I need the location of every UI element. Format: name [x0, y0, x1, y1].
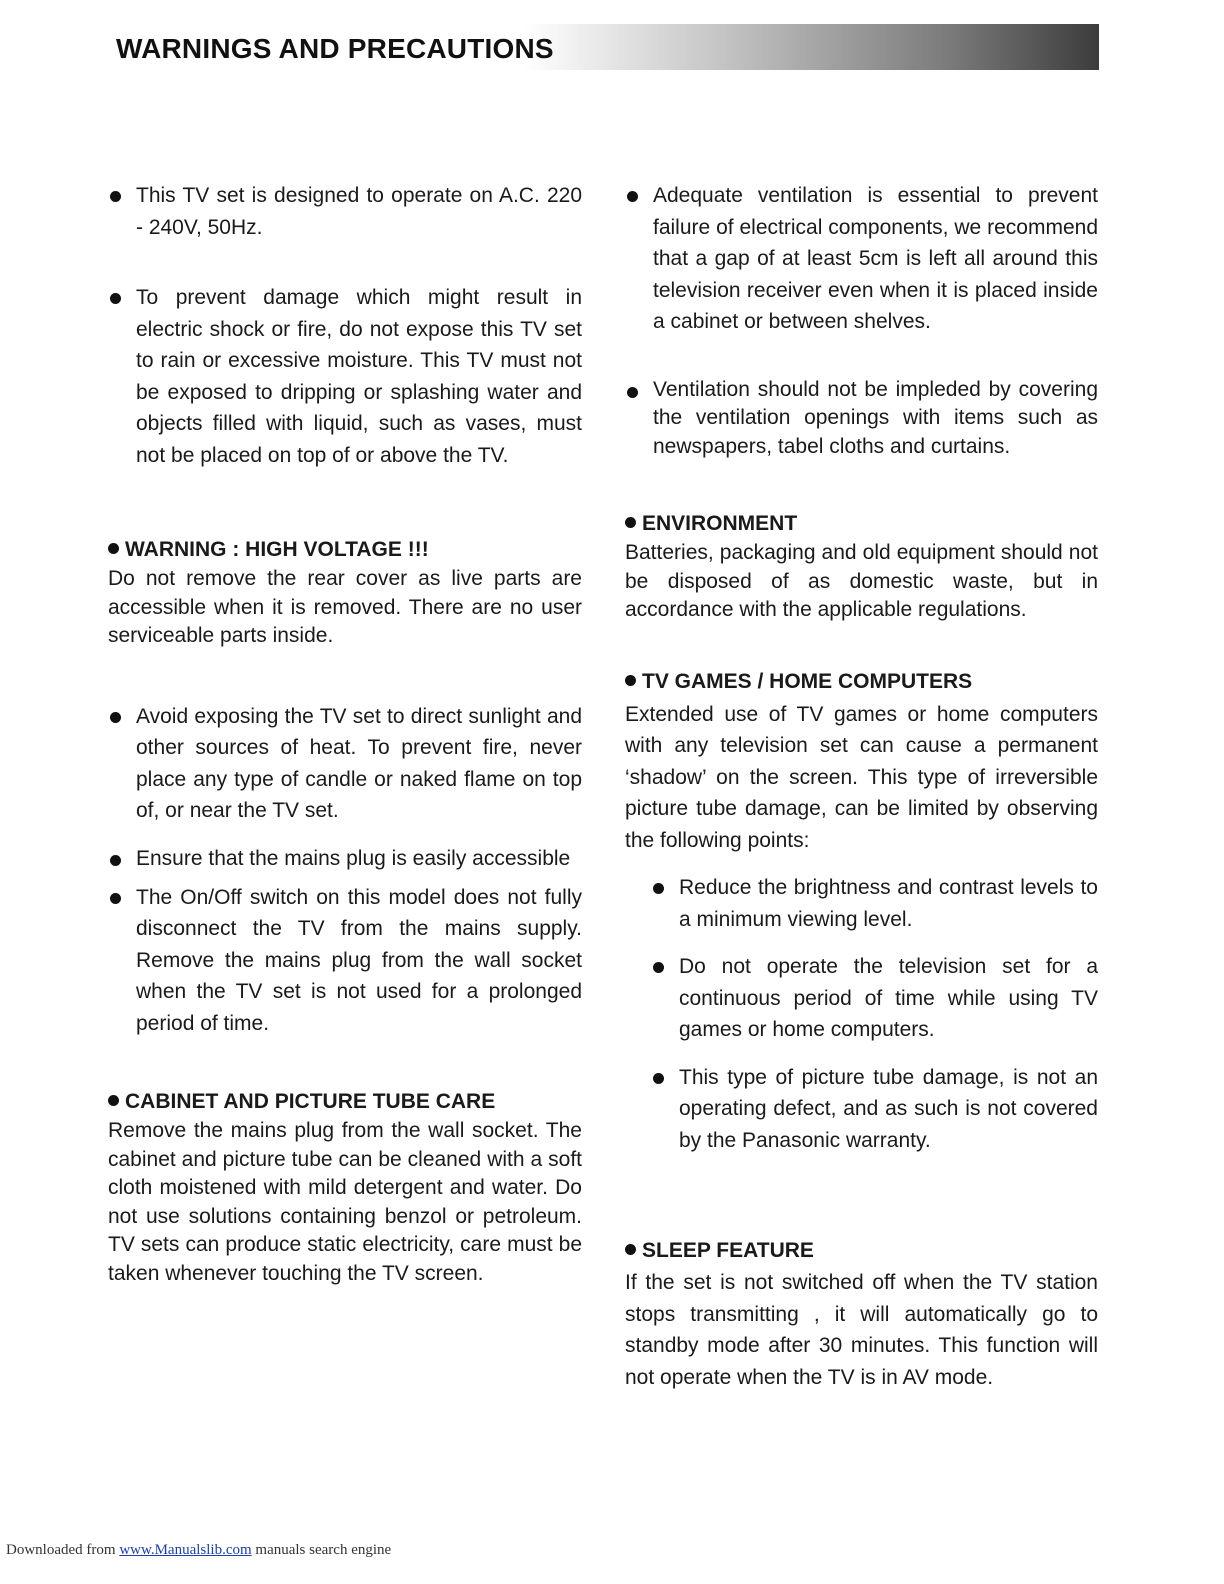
section-title-text: TV GAMES / HOME COMPUTERS [642, 669, 973, 693]
page-title: WARNINGS AND PRECAUTIONS [116, 33, 554, 64]
bullet-dot-icon [110, 712, 121, 723]
bullet-dot-icon [108, 1095, 119, 1106]
section-environment [625, 509, 1098, 625]
section-high-voltage [108, 535, 582, 651]
section-title-text: WARNING : HIGH VOLTAGE !!! [125, 538, 429, 561]
footer-prefix: Downloaded from [6, 1542, 116, 1558]
bullet-text: Avoid exposing the TV set to direct sunlight and other sources of heat. To prevent fire, never place any type of candle or naked flame on top of, or near the TV set. [136, 704, 582, 822]
section-title-text: SLEEP FEATURE [642, 1239, 814, 1262]
section-body: Do not remove the rear cover as live parts are accessible when it is removed. There are no user serviceable parts inside. [108, 567, 582, 647]
bullet-power-supply [108, 180, 582, 243]
bullet-dot-icon [627, 191, 638, 202]
bullet-text: This TV set is designed to operate on A.C. 220 - 240V, 50Hz. [136, 184, 582, 239]
section-body: Remove the mains plug from the wall socket. The cabinet and picture tube can be cleaned with a soft cloth moistened with mild detergent and water. Do not use solutions containing benzol or petroleum. TV sets can produce static electricity, care must be taken whenever touching the TV screen. [108, 1119, 582, 1285]
games-point-2 [651, 951, 1098, 1046]
page-header [108, 24, 1099, 70]
section-title [625, 1236, 1098, 1266]
bullet-dot-icon [110, 893, 121, 904]
games-point-3 [651, 1062, 1098, 1157]
bullet-dot-icon [625, 675, 636, 686]
section-title-text: ENVIRONMENT [642, 512, 798, 535]
bullet-dot-icon [110, 855, 121, 866]
section-body: If the set is not switched off when the TV station stops transmitting , it will automatically go to standby mode after 30 minutes. This function will not operate when the TV is in AV mode. [625, 1271, 1098, 1389]
bullet-dot-icon [108, 543, 119, 554]
bullet-text: The On/Off switch on this model does not fully disconnect the TV from the mains supply. Remove the mains plug from the wall socket when the TV set is not used for a prolonged period of time. [136, 885, 582, 1035]
section-body: Batteries, packaging and old equipment should not be disposed of as domestic waste, but in accordance with the applicable regulations. [625, 541, 1098, 621]
bullet-text: This type of picture tube damage, is not an operating defect, and as such is not covered by the Panasonic warranty. [679, 1065, 1098, 1152]
bullet-dot-icon [653, 883, 664, 894]
games-point-1 [651, 872, 1098, 935]
footer-suffix: manuals search engine [255, 1542, 392, 1558]
bullet-text: Do not operate the television set for a continuous period of time while using TV games or home computers. [679, 955, 1098, 1041]
right-column [625, 180, 1098, 1393]
bullet-dot-icon [653, 962, 664, 973]
section-title-text: CABINET AND PICTURE TUBE CARE [125, 1090, 496, 1113]
section-cabinet-care [108, 1087, 582, 1288]
bullet-text: Reduce the brightness and contrast levels to a minimum viewing level. [679, 876, 1098, 931]
section-title [108, 535, 582, 565]
manualslib-link[interactable]: www.Manualslib.com [119, 1542, 252, 1558]
bullet-on-off-switch [108, 882, 582, 1040]
bullet-ventilation-openings [625, 376, 1098, 462]
section-sleep-feature [625, 1236, 1098, 1393]
bullet-dot-icon [653, 1073, 664, 1084]
bullet-text: Ventilation should not be impleded by covering the ventilation openings with items such as newspapers, tabel cloths and curtains. [653, 377, 1098, 458]
section-title [625, 667, 1098, 697]
bullet-text: To prevent damage which might result in electric shock or fire, do not expose this TV set to rain or excessive moisture. This TV must not be exposed to dripping or splashing water and objects filled with liquid, such as vases, must not be placed on top of or above the TV. [136, 286, 582, 467]
left-column [108, 180, 582, 1288]
bullet-dot-icon [627, 387, 638, 398]
section-body: Extended use of TV games or home computers with any television set can cause a permanent ‘shadow’ on the screen. This type of irreversible picture tube damage, can be limited by observing the following points: [625, 702, 1098, 852]
section-title [625, 509, 1098, 539]
section-tv-games [625, 667, 1098, 1157]
bullet-dot-icon [625, 1244, 636, 1255]
bullet-mains-plug [108, 844, 582, 874]
download-footer [6, 1542, 391, 1559]
bullet-ventilation-gap [625, 180, 1098, 338]
bullet-dot-icon [625, 517, 636, 528]
bullet-text: Adequate ventilation is essential to prevent failure of electrical components, we recommend that a gap of at least 5cm is left all around this television receiver even when it is placed inside a cabinet or between shelves. [653, 184, 1098, 333]
bullet-dot-icon [110, 191, 121, 202]
bullet-sunlight [108, 701, 582, 827]
bullet-moisture [108, 282, 582, 471]
bullet-text: Ensure that the mains plug is easily accessible [136, 846, 571, 870]
section-title [108, 1087, 582, 1117]
bullet-dot-icon [110, 293, 121, 304]
